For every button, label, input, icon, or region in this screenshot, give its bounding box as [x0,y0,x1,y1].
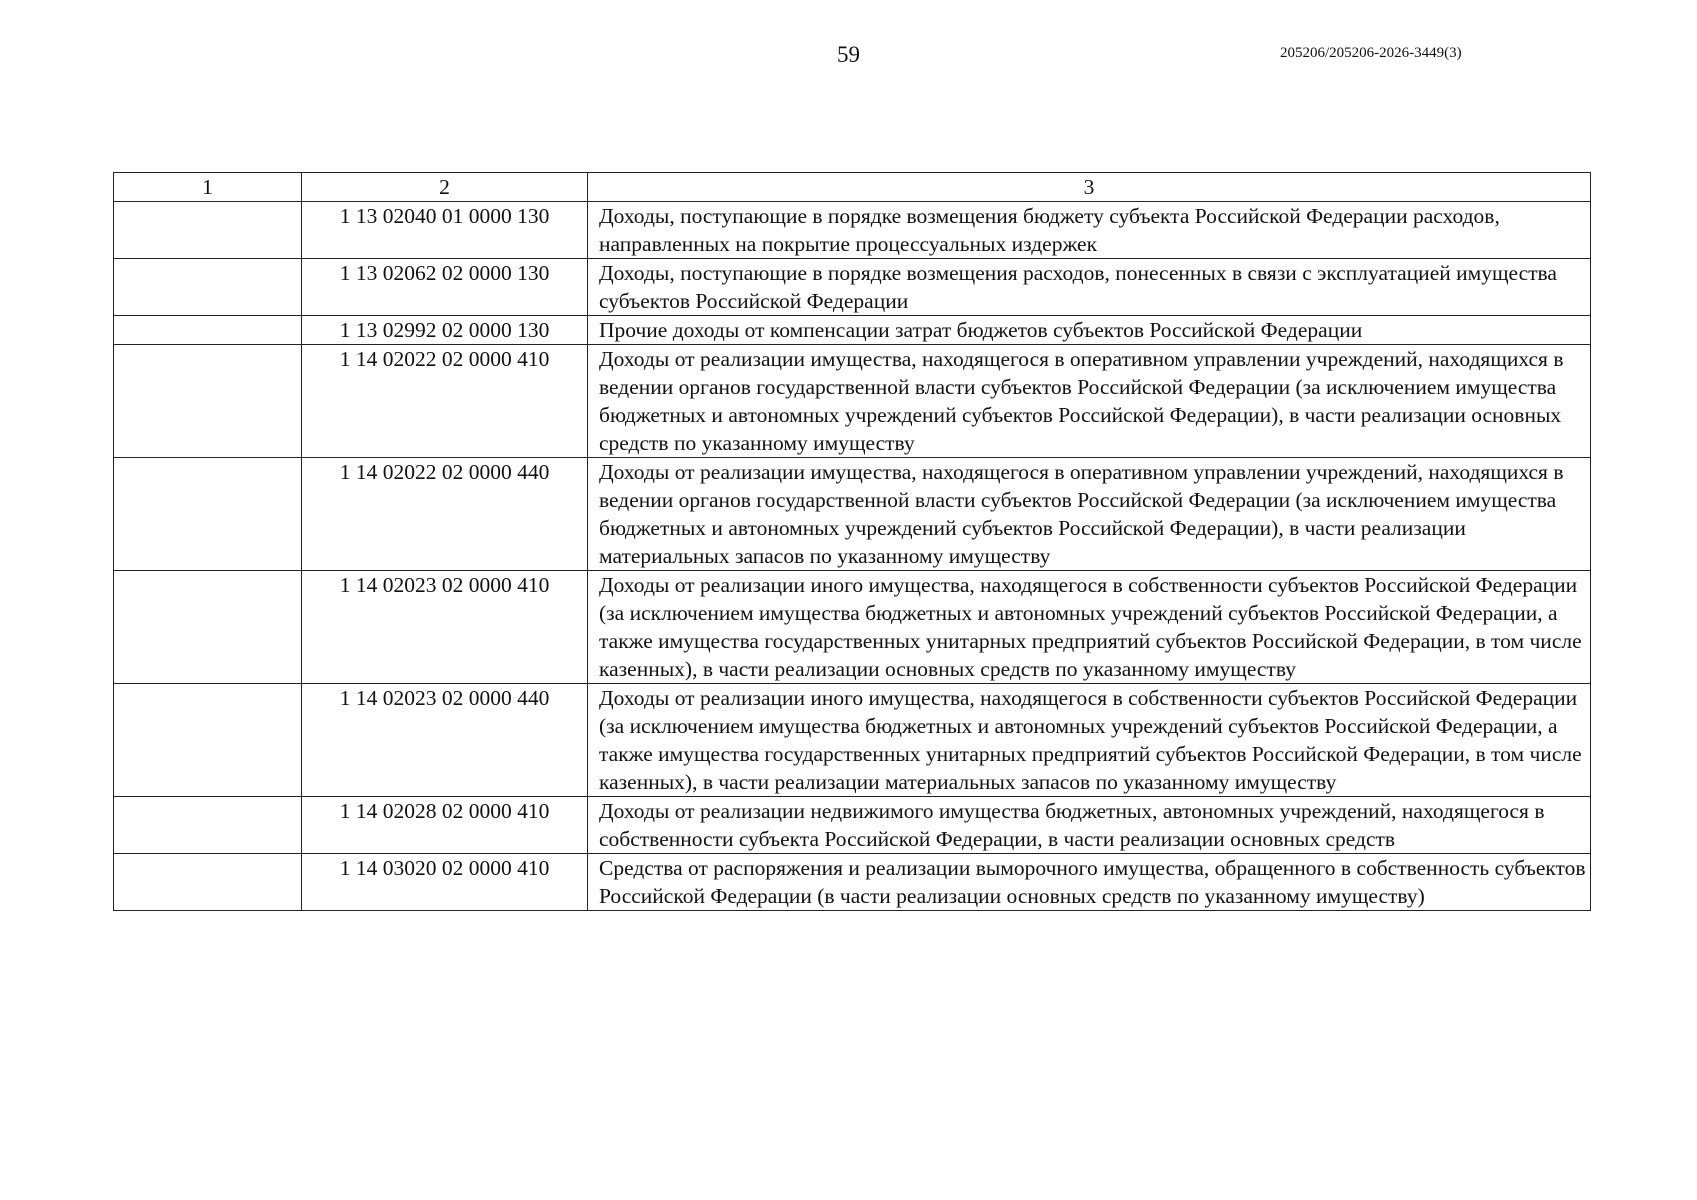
column-header-2: 2 [302,173,588,202]
row-col1-cell [114,854,302,911]
revenue-description-cell: Доходы, поступающие в порядке возмещения расходов, понесенных в связи с эксплуатацией имущества субъектов Российской Федерации [588,259,1591,316]
revenue-description-cell: Доходы от реализации недвижимого имущества бюджетных, автономных учреждений, находящегося в собственности субъекта Российской Федерации, в части реализации основных средств [588,797,1591,854]
table-header-row [114,173,1591,202]
budget-code-cell: 1 14 02022 02 0000 440 [302,458,588,571]
revenue-description-cell: Доходы от реализации иного имущества, находящегося в собственности субъектов Российской Федерации (за исключением имущества бюджетных и автономных учреждений субъектов Российской Федерации, а также имущества государственных унитарных предприятий субъектов Российской Федерации, в том числе казенных), в части реализации материальных запасов по указанному имуществу [588,684,1591,797]
revenue-description-cell: Доходы от реализации имущества, находящегося в оперативном управлении учреждений, находящихся в ведении органов государственной власти субъектов Российской Федерации (за исключением имущества бюджетных и автономных учреждений субъектов Российской Федерации), в части реализации основных средств по указанному имуществу [588,345,1591,458]
document-code: 205206/205206-2026-3449(3) [1280,45,1462,61]
table-row [114,316,1591,345]
row-col1-cell [114,797,302,854]
budget-code-cell: 1 14 03020 02 0000 410 [302,854,588,911]
budget-code-cell: 1 13 02062 02 0000 130 [302,259,588,316]
revenue-description-cell: Доходы от реализации имущества, находящегося в оперативном управлении учреждений, находящихся в ведении органов государственной власти субъектов Российской Федерации (за исключением имущества бюджетных и автономных учреждений субъектов Российской Федерации), в части реализации материальных запасов по указанному имуществу [588,458,1591,571]
column-header-1: 1 [114,173,302,202]
table-row [114,684,1591,797]
budget-code-cell: 1 13 02040 01 0000 130 [302,202,588,259]
revenue-description-cell: Прочие доходы от компенсации затрат бюджетов субъектов Российской Федерации [588,316,1591,345]
row-col1-cell [114,202,302,259]
table-row [114,259,1591,316]
page-number: 59 [837,42,860,67]
row-col1-cell [114,458,302,571]
budget-code-cell: 1 14 02023 02 0000 410 [302,571,588,684]
budget-code-cell: 1 14 02022 02 0000 410 [302,345,588,458]
budget-code-cell: 1 13 02992 02 0000 130 [302,316,588,345]
row-col1-cell [114,259,302,316]
table-row [114,797,1591,854]
row-col1-cell [114,571,302,684]
budget-code-cell: 1 14 02028 02 0000 410 [302,797,588,854]
row-col1-cell [114,345,302,458]
row-col1-cell [114,684,302,797]
table-row [114,202,1591,259]
table-row [114,345,1591,458]
revenue-description-cell: Средства от распоряжения и реализации выморочного имущества, обращенного в собственность субъектов Российской Федерации (в части реализации основных средств по указанному имуществу) [588,854,1591,911]
table-row [114,458,1591,571]
revenue-description-cell: Доходы от реализации иного имущества, находящегося в собственности субъектов Российской Федерации (за исключением имущества бюджетных и автономных учреждений субъектов Российской Федерации, а также имущества государственных унитарных предприятий субъектов Российской Федерации, в том числе казенных), в части реализации основных средств по указанному имуществу [588,571,1591,684]
table-row [114,571,1591,684]
table-row [114,854,1591,911]
budget-code-cell: 1 14 02023 02 0000 440 [302,684,588,797]
revenue-codes-table [113,172,1591,911]
revenue-description-cell: Доходы, поступающие в порядке возмещения бюджету субъекта Российской Федерации расходов, направленных на покрытие процессуальных издержек [588,202,1591,259]
column-header-3: 3 [588,173,1591,202]
row-col1-cell [114,316,302,345]
